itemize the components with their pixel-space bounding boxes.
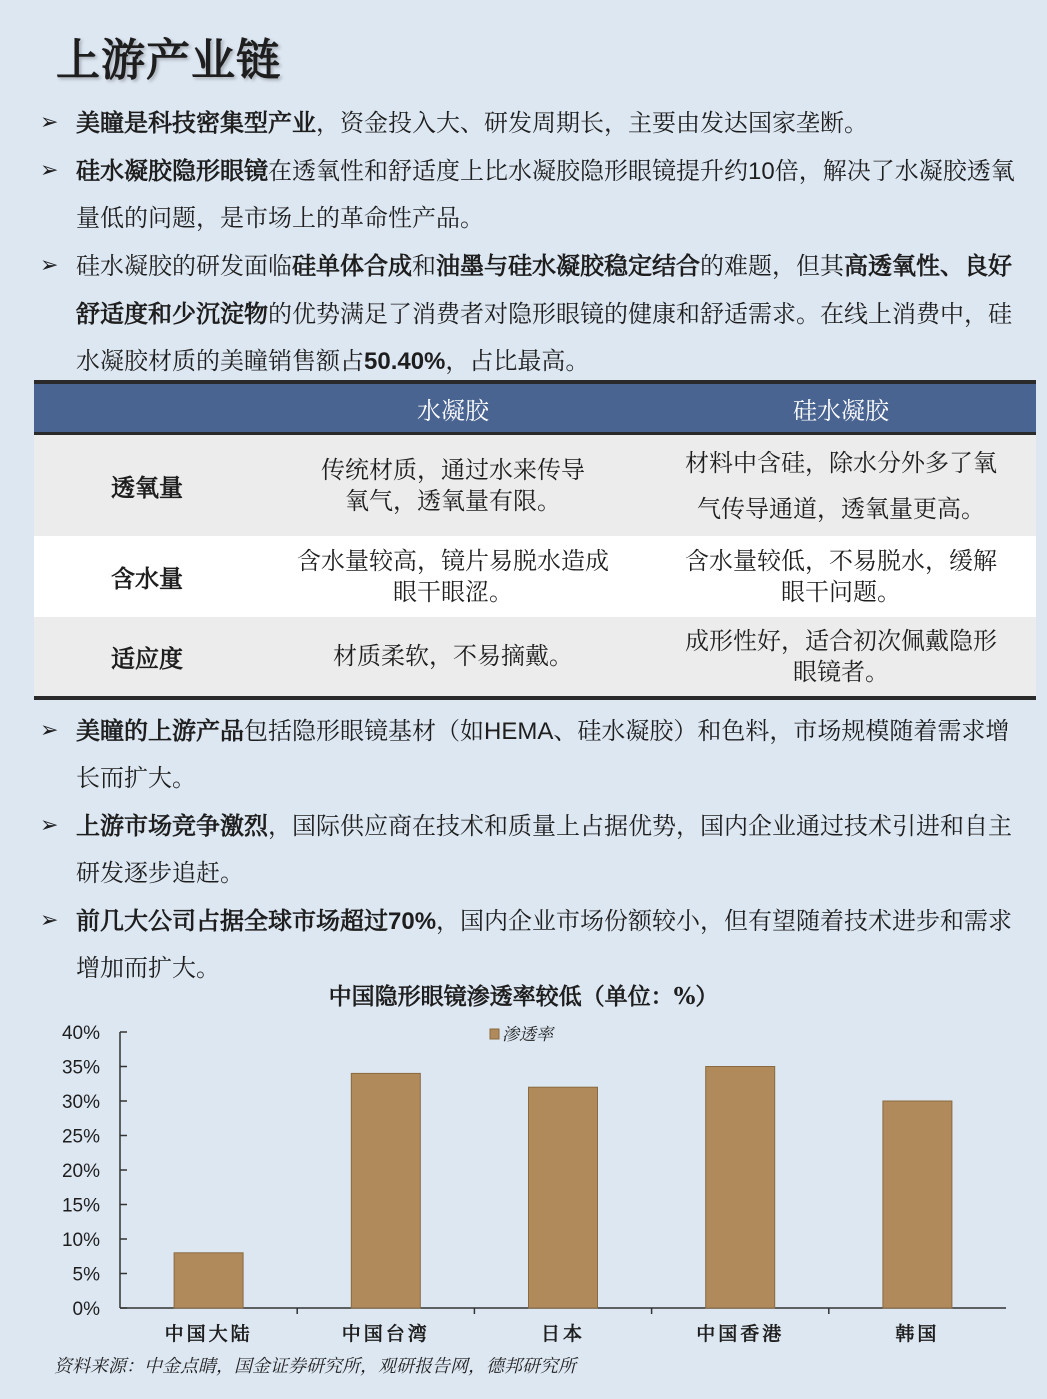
text-segment: 在透氧性和舒适度上比水凝胶隐形眼镜提升约: [268, 157, 748, 185]
bold-text: 油墨与硅水凝胶稳定结合: [436, 251, 700, 280]
bold-text: 上游市场竞争激烈: [76, 811, 268, 840]
legend-label: 渗透率: [502, 1025, 553, 1045]
cell-line: 成形性好，适合初次佩戴隐形: [685, 626, 997, 655]
text-segment: ，资金投入大、研发周期长，主要由发达国家垄断。: [316, 109, 868, 137]
header-cell-hydrogel: 水凝胶: [417, 396, 489, 425]
text-segment: 的难题，但其: [700, 252, 844, 280]
cell-line: 材料中含硅，除水分外多了氧: [685, 448, 997, 477]
table-row: [34, 617, 1036, 696]
y-tick-label: 35%: [61, 1057, 100, 1079]
text-segment: 、硅水凝胶）和色料，市场规模随着需求增长而扩大。: [76, 717, 1010, 792]
bullet-text: [76, 812, 1012, 887]
row-label: 透氧量: [111, 473, 183, 502]
chart-title: 中国隐形眼镜渗透率较低（单位：%）: [328, 983, 719, 1010]
text-segment: 的优势满足了消费者对隐形眼镜的健康和舒适需求。在线上消费中，硅水凝胶材质的美瞳销售额占: [76, 300, 1012, 375]
x-tick-label: 中国香港: [696, 1323, 785, 1345]
arrow-bullet-icon: ➢: [40, 110, 59, 135]
y-tick-label: 30%: [61, 1092, 100, 1113]
bold-text: 硅水凝胶隐形眼镜: [76, 156, 268, 185]
y-tick-label: 0%: [72, 1299, 100, 1320]
bullet-item: [40, 802, 1030, 897]
bullet-list-top: [40, 99, 1030, 385]
bold-text: 前几大公司占据全球市场超过: [76, 906, 388, 935]
bullet-item: [40, 147, 1030, 242]
y-tick-label: 15%: [61, 1195, 100, 1217]
x-tick-label: 中国大陆: [164, 1323, 253, 1345]
bullet-text: [76, 252, 1012, 375]
penetration-bar-chart: [0, 1010, 1047, 1350]
bold-text: 硅单体合成: [292, 251, 412, 280]
y-tick-label: 25%: [61, 1126, 100, 1148]
bar: [883, 1101, 952, 1308]
text-segment: 包括隐形眼镜基材（如: [244, 717, 484, 745]
bar: [706, 1067, 775, 1309]
bullet-item: [40, 707, 1030, 802]
bold-text: 美瞳的上游产品: [76, 716, 244, 745]
cell-line: 眼镜者。: [793, 657, 889, 686]
cell-line: 材质柔软，不易摘戴。: [333, 642, 573, 670]
row-label: 含水量: [111, 564, 183, 593]
bold-text: 50.40%: [364, 348, 446, 375]
bullet-text: [76, 109, 868, 137]
legend-swatch: [490, 1029, 499, 1039]
arrow-bullet-icon: ➢: [40, 158, 59, 183]
cell-line: 含水量较低，不易脱水，缓解: [685, 546, 997, 575]
arrow-bullet-icon: ➢: [40, 253, 59, 278]
table-row: [34, 435, 1036, 536]
text-segment: ，国内企业市场份额较小，但有望随着技术进步和需求增加而扩大。: [76, 907, 1013, 982]
source-note: 资料来源：中金点睛，国金证券研究所，观研报告网，德邦研究所: [54, 1356, 576, 1377]
header-cell-empty: [34, 384, 260, 432]
table-row: [34, 536, 1036, 617]
y-tick-label: 40%: [61, 1023, 100, 1044]
y-tick-label: 5%: [72, 1264, 100, 1286]
bullet-item: [40, 242, 1030, 385]
arrow-bullet-icon: ➢: [40, 718, 59, 743]
comparison-table: [34, 380, 1036, 700]
text-segment: ，国际供应商在技术和质量上占据优势，国内企业通过技术引进和自主研发逐步追赶。: [76, 812, 1012, 887]
bold-text: 美瞳是科技密集型产业: [76, 108, 316, 137]
text-segment: 硅水凝胶的研发面临: [76, 252, 292, 280]
text-segment: 10: [748, 158, 775, 185]
cell-line: 传统材质，通过水来传导: [321, 455, 585, 484]
hydrogel-cell: [260, 617, 646, 696]
bar: [174, 1253, 243, 1308]
cell-line: 气传导通道，透氧量更高。: [697, 494, 985, 523]
row-label: 适应度: [111, 644, 183, 673]
text-segment: ，占比最高。: [445, 347, 590, 375]
text-segment: 倍，解决了水凝胶透氧量低的问题，是市场上的革命性产品。: [76, 157, 1015, 232]
text-segment: 和: [412, 252, 436, 280]
bar: [351, 1073, 420, 1308]
bold-text: 高透氧性、良好舒适度和少沉淀物: [76, 251, 1012, 328]
x-tick-label: 日本: [540, 1323, 586, 1345]
y-tick-label: 20%: [61, 1161, 100, 1182]
bullet-item: [40, 99, 1030, 147]
bullet-text: [76, 717, 1009, 792]
cell-line: 氧气，透氧量有限。: [345, 486, 561, 515]
cell-line: 眼干问题。: [781, 577, 901, 606]
arrow-bullet-icon: ➢: [40, 813, 59, 838]
page-title: 上游产业链: [56, 35, 281, 86]
comparison-table-header: [34, 384, 1036, 435]
x-tick-label: 中国台湾: [341, 1323, 430, 1345]
bullet-list-bottom: [40, 707, 1030, 992]
bold-text: 70%: [388, 908, 437, 935]
bar: [529, 1087, 598, 1308]
silicone-cell: [646, 617, 1036, 696]
silicone-cell: [646, 536, 1036, 617]
cell-line: 眼干眼涩。: [393, 577, 513, 606]
bullet-text: [76, 157, 1015, 232]
hydrogel-cell: [260, 536, 646, 617]
bullet-text: [76, 907, 1012, 982]
cell-line: 含水量较高，镜片易脱水造成: [297, 546, 609, 575]
arrow-bullet-icon: ➢: [40, 908, 59, 933]
hydrogel-cell: [260, 435, 646, 536]
silicone-cell: [646, 435, 1036, 536]
y-tick-label: 10%: [61, 1230, 100, 1251]
x-tick-label: 韩国: [895, 1323, 940, 1345]
header-cell-silicone-hydrogel: 硅水凝胶: [793, 396, 889, 425]
text-segment: HEMA: [484, 718, 554, 745]
